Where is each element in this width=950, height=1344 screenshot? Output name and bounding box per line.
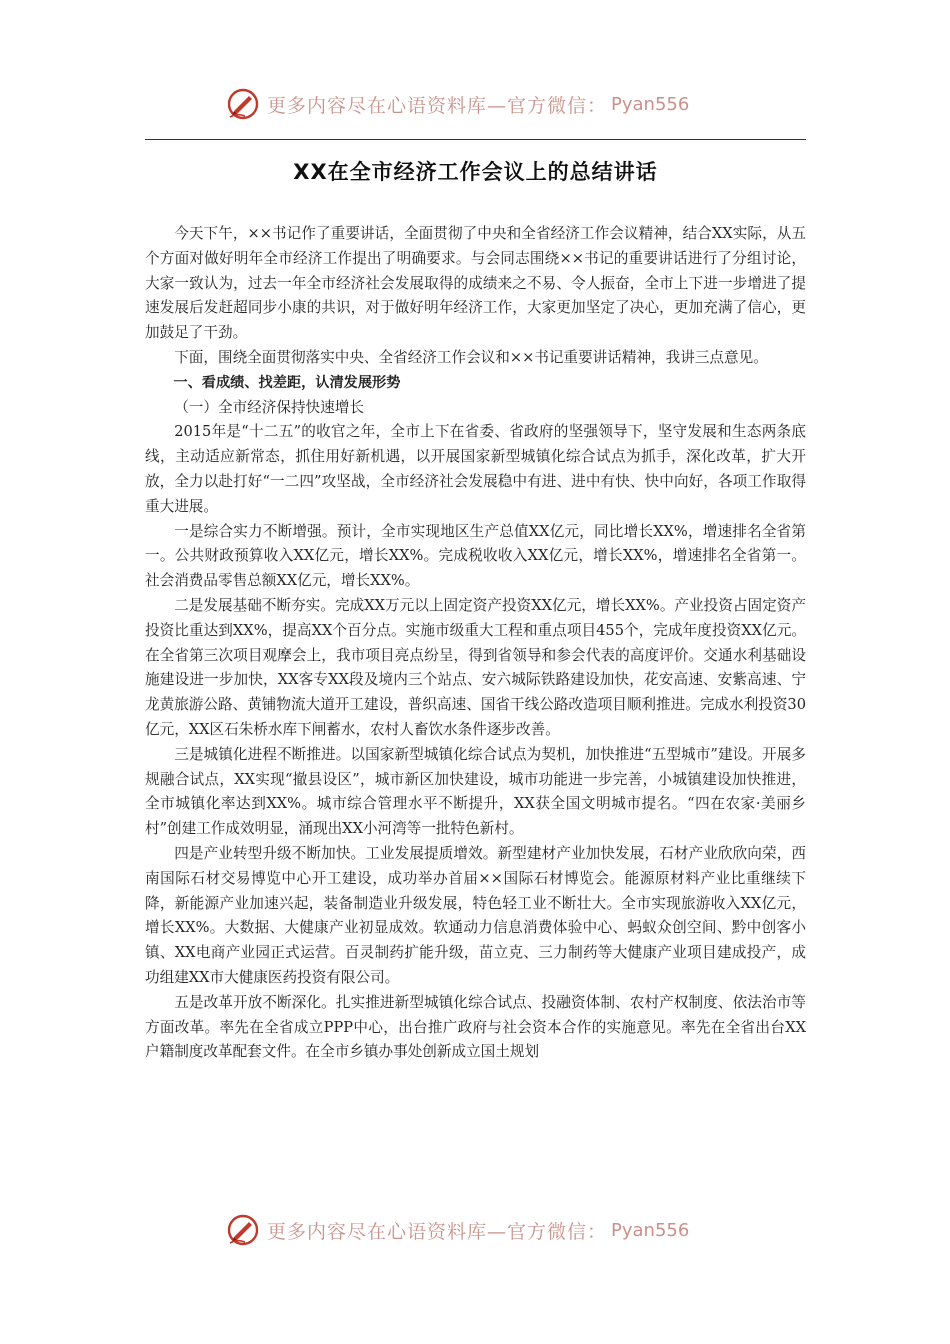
paragraph: 今天下午，××书记作了重要讲话，全面贯彻了中央和全省经济工作会议精神，结合XX实际，从五个方面对做好明年全市经济工作提出了明确要求。与会同志围绕××书记的重要讲话进行了分组讨论，大家一致认为，过去一年全市经济社会发展取得的成绩来之不易、令人振奋，全市上下进一步增进了提速发展后发赶超同步小康的共识，对于做好明年经济工作，大家更加坚定了决心，更加充满了信心，更加鼓足了干劲。 [145, 225, 806, 342]
paragraph: 三是城镇化进程不断推进。以国家新型城镇化综合试点为契机，加快推进“五型城市”建设。开展多规融合试点，XX实现“撤县设区”，城市新区加快建设，城市功能进一步完善，小城镇建设加快推进，全市城镇化率达到XX%。城市综合管理水平不断提升，XX获全国文明城市提名。“四在农家·美丽乡村”创建工作成效明显，涌现出XX小河湾等一批特色新村。 [145, 745, 806, 838]
subsection-heading: （一）全市经济保持快速增长 [174, 398, 364, 416]
paragraph: 五是改革开放不断深化。扎实推进新型城镇化综合试点、投融资体制、农村产权制度、依法治市等方面改革。率先在全省成立PPP中心，出台推广政府与社会资本合作的实施意见。率先在全省出台XX户籍制度改革配套文件。在全市乡镇办事处创新成立国土规划 [145, 993, 806, 1061]
pen-logo-icon [225, 1212, 261, 1248]
paragraph: 2015年是“十二五”的收官之年，全市上下在省委、省政府的坚强领导下，坚守发展和生态两条底线，主动适应新常态，抓住用好新机遇，以开展国家新型城镇化综合试点为抓手，深化改革，扩大开放，全力以赴打好“一二四”攻坚战，全市经济社会发展稳中有进、进中有快、快中向好，各项工作取得重大进展。 [145, 423, 806, 515]
header-watermark-banner [225, 84, 725, 124]
paragraph: 一是综合实力不断增强。预计，全市实现地区生产总值XX亿元，同比增长XX%，增速排名全省第一。公共财政预算收入XX亿元，增长XX%。完成税收收入XX亿元，增长XX%，增速排名全省第一。社会消费品零售总额XX亿元，增长XX%。 [145, 522, 806, 590]
paragraph: 四是产业转型升级不断加快。工业发展提质增效。新型建材产业加快发展，石材产业欣欣向荣，西南国际石材交易博览中心开工建设，成功举办首届××国际石材博览会。能源原材料产业比重继续下降，新能源产业加速兴起，装备制造业升级发展，特色轻工业不断壮大。全市实现旅游收入XX亿元，增长XX%。大数据、大健康产业初显成效。软通动力信息消费体验中心、蚂蚁众创空间、黔中创客小镇、XX电商产业园正式运营。百灵制药扩能升级，苗立克、三力制药等大健康产业项目建成投产，成功组建XX市大健康医药投资有限公司。 [145, 844, 806, 986]
paragraph: 二是发展基础不断夯实。完成XX万元以上固定资产投资XX亿元，增长XX%。产业投资占固定资产投资比重达到XX%，提高XX个百分点。实施市级重大工程和重点项目455个，完成年度投资XX亿元。在全省第三次项目观摩会上，我市项目亮点纷呈，得到省领导和参会代表的高度评价。交通水利基础设施建设进一步加快，XX客专XX段及境内三个站点、安六城际铁路建设加快，花安高速、安紫高速、宁龙黄旅游公路、黄铺物流大道开工建设，普织高速、国省干线公路改造项目顺利推进。完成水利投资30亿元，XX区石朱桥水库下闸蓄水，农村人畜饮水条件逐步改善。 [145, 596, 806, 738]
banner-text: 更多内容尽在心语资料库—官方微信： [267, 94, 608, 117]
section-heading: 一、看成绩、找差距，认清发展形势 [173, 374, 401, 391]
header-divider [145, 139, 806, 140]
banner-text: 更多内容尽在心语资料库—官方微信： [267, 1220, 608, 1243]
banner-wechat-id: Pyan556 [611, 93, 690, 115]
footer-watermark-banner [225, 1210, 725, 1250]
document-body [145, 222, 806, 1065]
paragraph: 下面，围绕全面贯彻落实中央、全省经济工作会议和××书记重要讲话精神，我讲三点意见。 [174, 348, 768, 366]
banner-wechat-id: Pyan556 [611, 1219, 690, 1241]
pen-logo-icon [225, 86, 261, 122]
document-title: XX在全市经济工作会议上的总结讲话 [293, 160, 658, 184]
